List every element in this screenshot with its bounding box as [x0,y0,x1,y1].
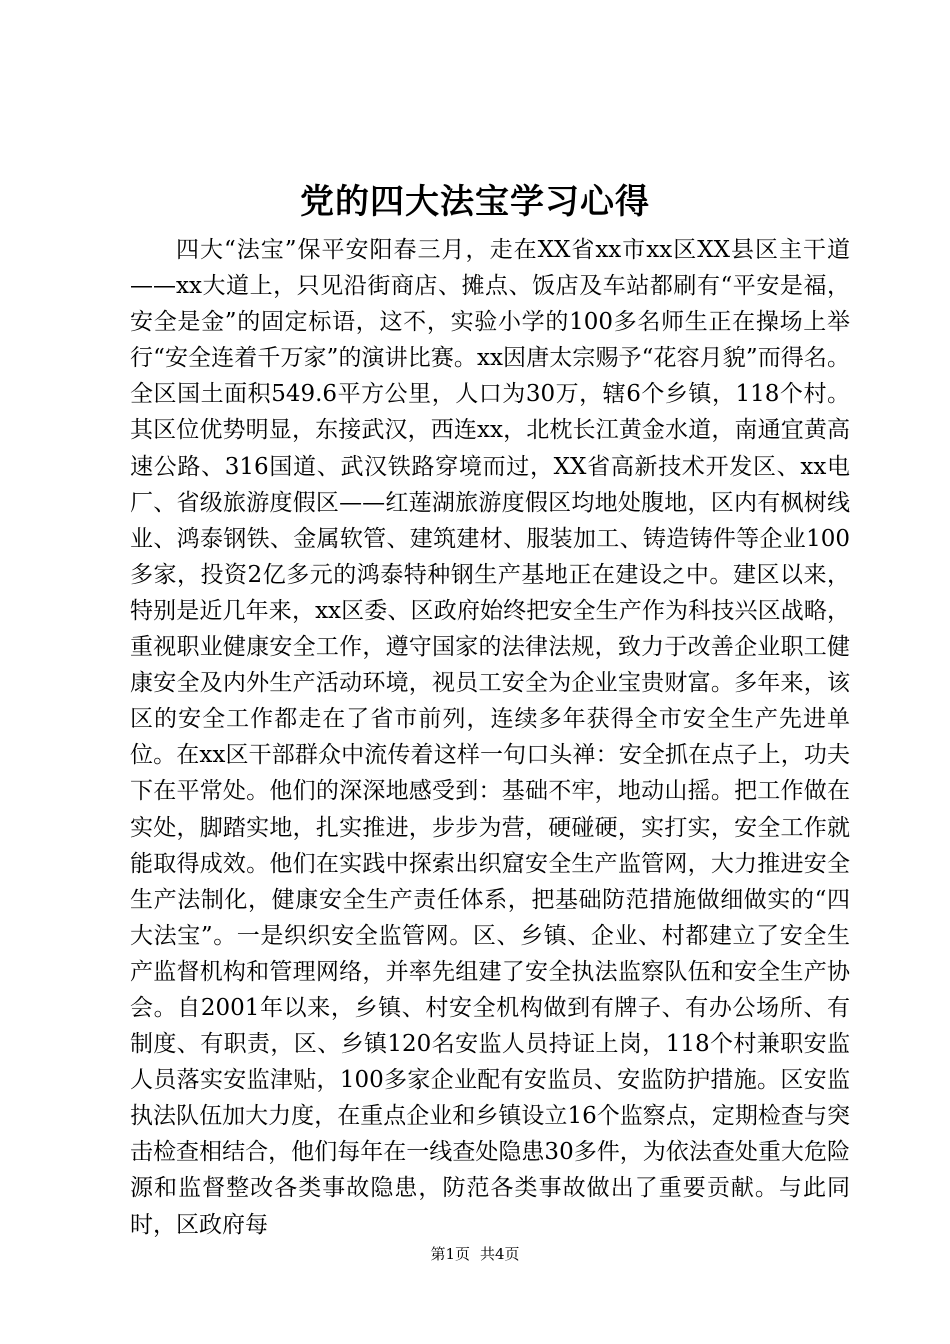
page-footer [0,1244,950,1264]
document-body-paragraph: 四大“法宝”保平安阳春三月，走在XX省xx市xx区XX县区主干道——xx大道上，只见沿街商店、摊点、饭店及车站都刷有“平安是福，安全是金”的固定标语，这不，实验小学的100多名师生正在操场上举行“安全连着千万家”的演讲比赛。xx因唐太宗赐予“花容月貌”而得名。全区国土面积549.6平方公里，人口为30万，辖6个乡镇，118个村。其区位优势明显，东接武汉，西连xx，北枕长江黄金水道，南通宜黄高速公路、316国道、武汉铁路穿境而过，XX省高新技术开发区、xx电厂、省级旅游度假区——红莲湖旅游度假区均地处腹地，区内有枫树线业、鸿泰钢铁、金属软管、建筑建材、服装加工、铸造铸件等企业100多家，投资2亿多元的鸿泰特种钢生产基地正在建设之中。建区以来，特别是近几年来，xx区委、区政府始终把安全生产作为科技兴区战略，重视职业健康安全工作，遵守国家的法律法规，致力于改善企业职工健康安全及内外生产活动环境，视员工安全为企业宝贵财富。多年来，该区的安全工作都走在了省市前列，连续多年获得全市安全生产先进单位。在xx区干部群众中流传着这样一句口头禅：安全抓在点子上，功夫下在平常处。他们的深深地感受到：基础不牢，地动山摇。把工作做在实处，脚踏实地，扎实推进，步步为营，硬碰硬，实打实，安全工作就能取得成效。他们在实践中探索出织窟安全生产监管网，大力推进安全生产法制化，健康安全生产责任体系，把基础防范措施做细做实的“四大法宝”。一是织织安全监管网。区、乡镇、企业、村都建立了安全生产监督机构和管理网络，并率先组建了安全执法监察队伍和安全生产协会。自2001年以来，乡镇、村安全机构做到有牌子、有办公场所、有制度、有职责，区、乡镇120名安监人员持证上岗，118个村兼职安监人员落实安监津贴，100多家企业配有安监员、安监防护措施。区安监执法队伍加大力度，在重点企业和乡镇设立16个监察点，定期检查与突击检查相结合，他们每年在一线查处隐患30多件，为依法查处重大危险源和监督整改各类事故隐患，防范各类事故做出了重要贡献。与此同时，区政府每 [130,237,850,1238]
page-number-total: 共4页 [480,1245,520,1263]
page-number-current: 第1页 [430,1245,470,1263]
document-title: 党的四大法宝学习心得 [300,182,650,222]
